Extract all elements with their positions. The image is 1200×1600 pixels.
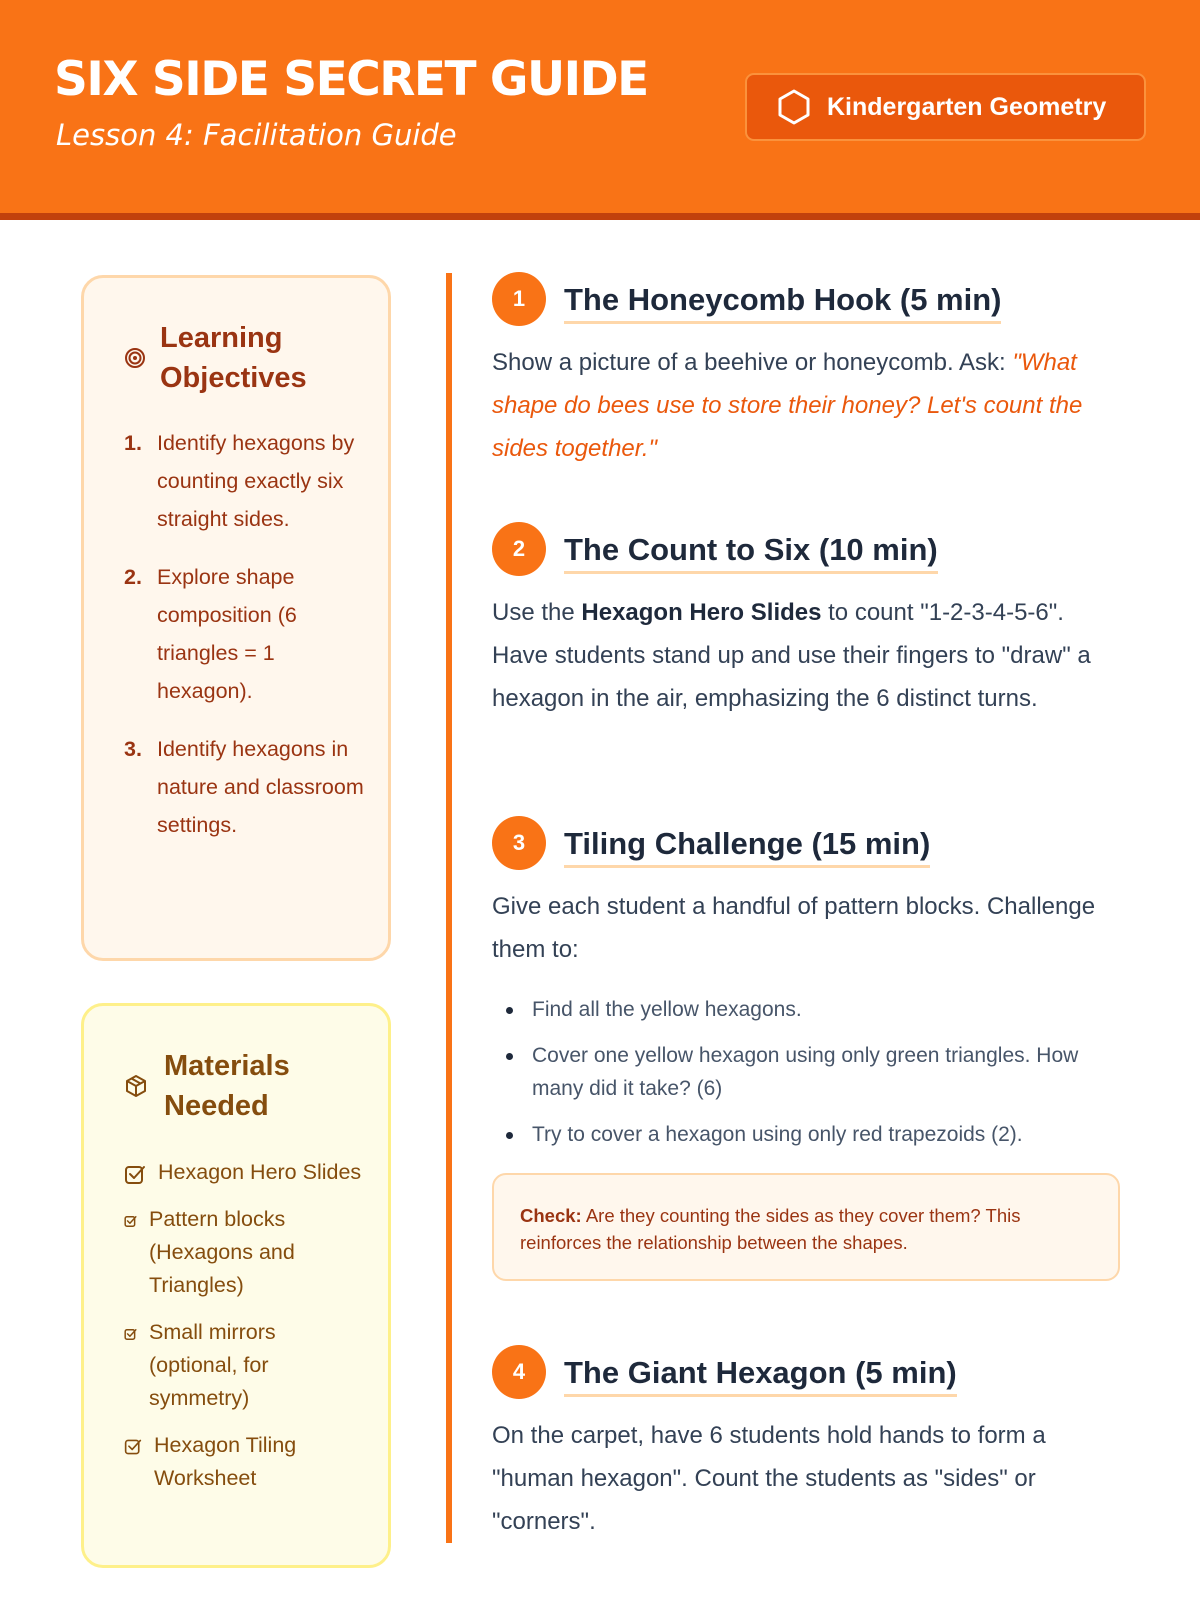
step-number-badge: 4 xyxy=(492,1345,546,1399)
step-title: The Count to Six (10 min) xyxy=(564,525,938,574)
check-callout xyxy=(492,1173,1120,1281)
step-body xyxy=(492,1414,1122,1543)
step-body xyxy=(492,591,1122,720)
objective-number: 1. xyxy=(124,431,142,455)
step-header xyxy=(492,815,1122,871)
objective-text: Explore shape composition (6 triangles = 1 hexagon). xyxy=(157,565,297,703)
step-body xyxy=(492,885,1122,971)
step-body xyxy=(492,341,1122,470)
checkbox-icon xyxy=(124,1215,137,1228)
step-text: Give each student a handful of pattern blocks. Challenge them to: xyxy=(492,893,1096,963)
materials-list xyxy=(124,1156,364,1509)
box-icon xyxy=(124,1074,148,1098)
objectives-header xyxy=(124,318,330,398)
badge-label: Kindergarten Geometry xyxy=(827,92,1107,121)
materials-card xyxy=(81,1003,391,1568)
step-quote: "What shape do bees use to store their honey? Let's count the sides together." xyxy=(492,349,1083,462)
page-subtitle: Lesson 4: Facilitation Guide xyxy=(56,118,457,152)
checkbox-icon xyxy=(124,1164,146,1186)
objective-item xyxy=(124,730,364,844)
step-header xyxy=(492,521,1122,577)
check-label: Check: xyxy=(520,1205,582,1226)
material-item xyxy=(124,1203,364,1302)
material-item xyxy=(124,1316,364,1415)
objective-number: 3. xyxy=(124,737,142,761)
hexagon-icon xyxy=(775,88,813,126)
step-text: to count "1-2-3-4-5-6". Have students stand up and use their fingers to "draw" a hexagon in the air, emphasizing the 6 distinct turns. xyxy=(492,599,1091,712)
step-number-badge: 1 xyxy=(492,272,546,326)
step-text: On the carpet, have 6 students hold hands to form a "human hexagon". Count the students as "sides" or "corners". xyxy=(492,1422,1046,1535)
material-text: Pattern blocks (Hexagons and Triangles) xyxy=(149,1207,295,1297)
step-header xyxy=(492,1344,1122,1400)
checkbox-icon xyxy=(124,1328,137,1341)
step-number-badge: 3 xyxy=(492,816,546,870)
objective-item xyxy=(124,424,364,538)
step-header xyxy=(492,271,1122,327)
step-text: Show a picture of a beehive or honeycomb. Ask: xyxy=(492,349,1006,376)
material-item xyxy=(124,1429,364,1495)
objective-number: 2. xyxy=(124,565,142,589)
objective-item xyxy=(124,558,364,710)
materials-title: Materials Needed xyxy=(164,1050,290,1122)
challenge-list xyxy=(492,993,1122,1151)
learning-objectives-card xyxy=(81,275,391,961)
objectives-title: Learning Objectives xyxy=(160,322,307,394)
check-text: Are they counting the sides as they cover them? This reinforces the relationship between the shapes. xyxy=(520,1205,1021,1253)
objective-text: Identify hexagons by counting exactly six straight sides. xyxy=(157,431,355,531)
step-title: Tiling Challenge (15 min) xyxy=(564,819,930,868)
target-icon xyxy=(124,347,146,369)
step-3 xyxy=(492,815,1122,1281)
page-header xyxy=(0,0,1200,220)
checkbox-icon xyxy=(124,1438,142,1456)
timeline-divider xyxy=(446,273,452,1543)
step-text: Use the xyxy=(492,599,582,626)
step-number-badge: 2 xyxy=(492,522,546,576)
materials-header xyxy=(124,1046,314,1126)
material-text: Hexagon Tiling Worksheet xyxy=(154,1433,297,1490)
material-text: Small mirrors (optional, for symmetry) xyxy=(149,1320,276,1410)
list-item: Find all the yellow hexagons. xyxy=(492,993,1122,1026)
step-title: The Honeycomb Hook (5 min) xyxy=(564,275,1001,324)
step-2 xyxy=(492,521,1122,720)
page-title: SIX SIDE SECRET GUIDE xyxy=(54,52,648,107)
material-text: Hexagon Hero Slides xyxy=(158,1160,362,1184)
step-1 xyxy=(492,271,1122,470)
grade-badge xyxy=(745,73,1146,141)
list-item: Cover one yellow hexagon using only green triangles. How many did it take? (6) xyxy=(492,1039,1122,1105)
step-emphasis: Hexagon Hero Slides xyxy=(581,599,822,626)
list-item: Try to cover a hexagon using only red trapezoids (2). xyxy=(492,1118,1122,1151)
material-item xyxy=(124,1156,364,1189)
step-title: The Giant Hexagon (5 min) xyxy=(564,1348,957,1397)
objective-text: Identify hexagons in nature and classroom settings. xyxy=(157,737,364,837)
step-4 xyxy=(492,1344,1122,1543)
objectives-list xyxy=(124,424,364,864)
